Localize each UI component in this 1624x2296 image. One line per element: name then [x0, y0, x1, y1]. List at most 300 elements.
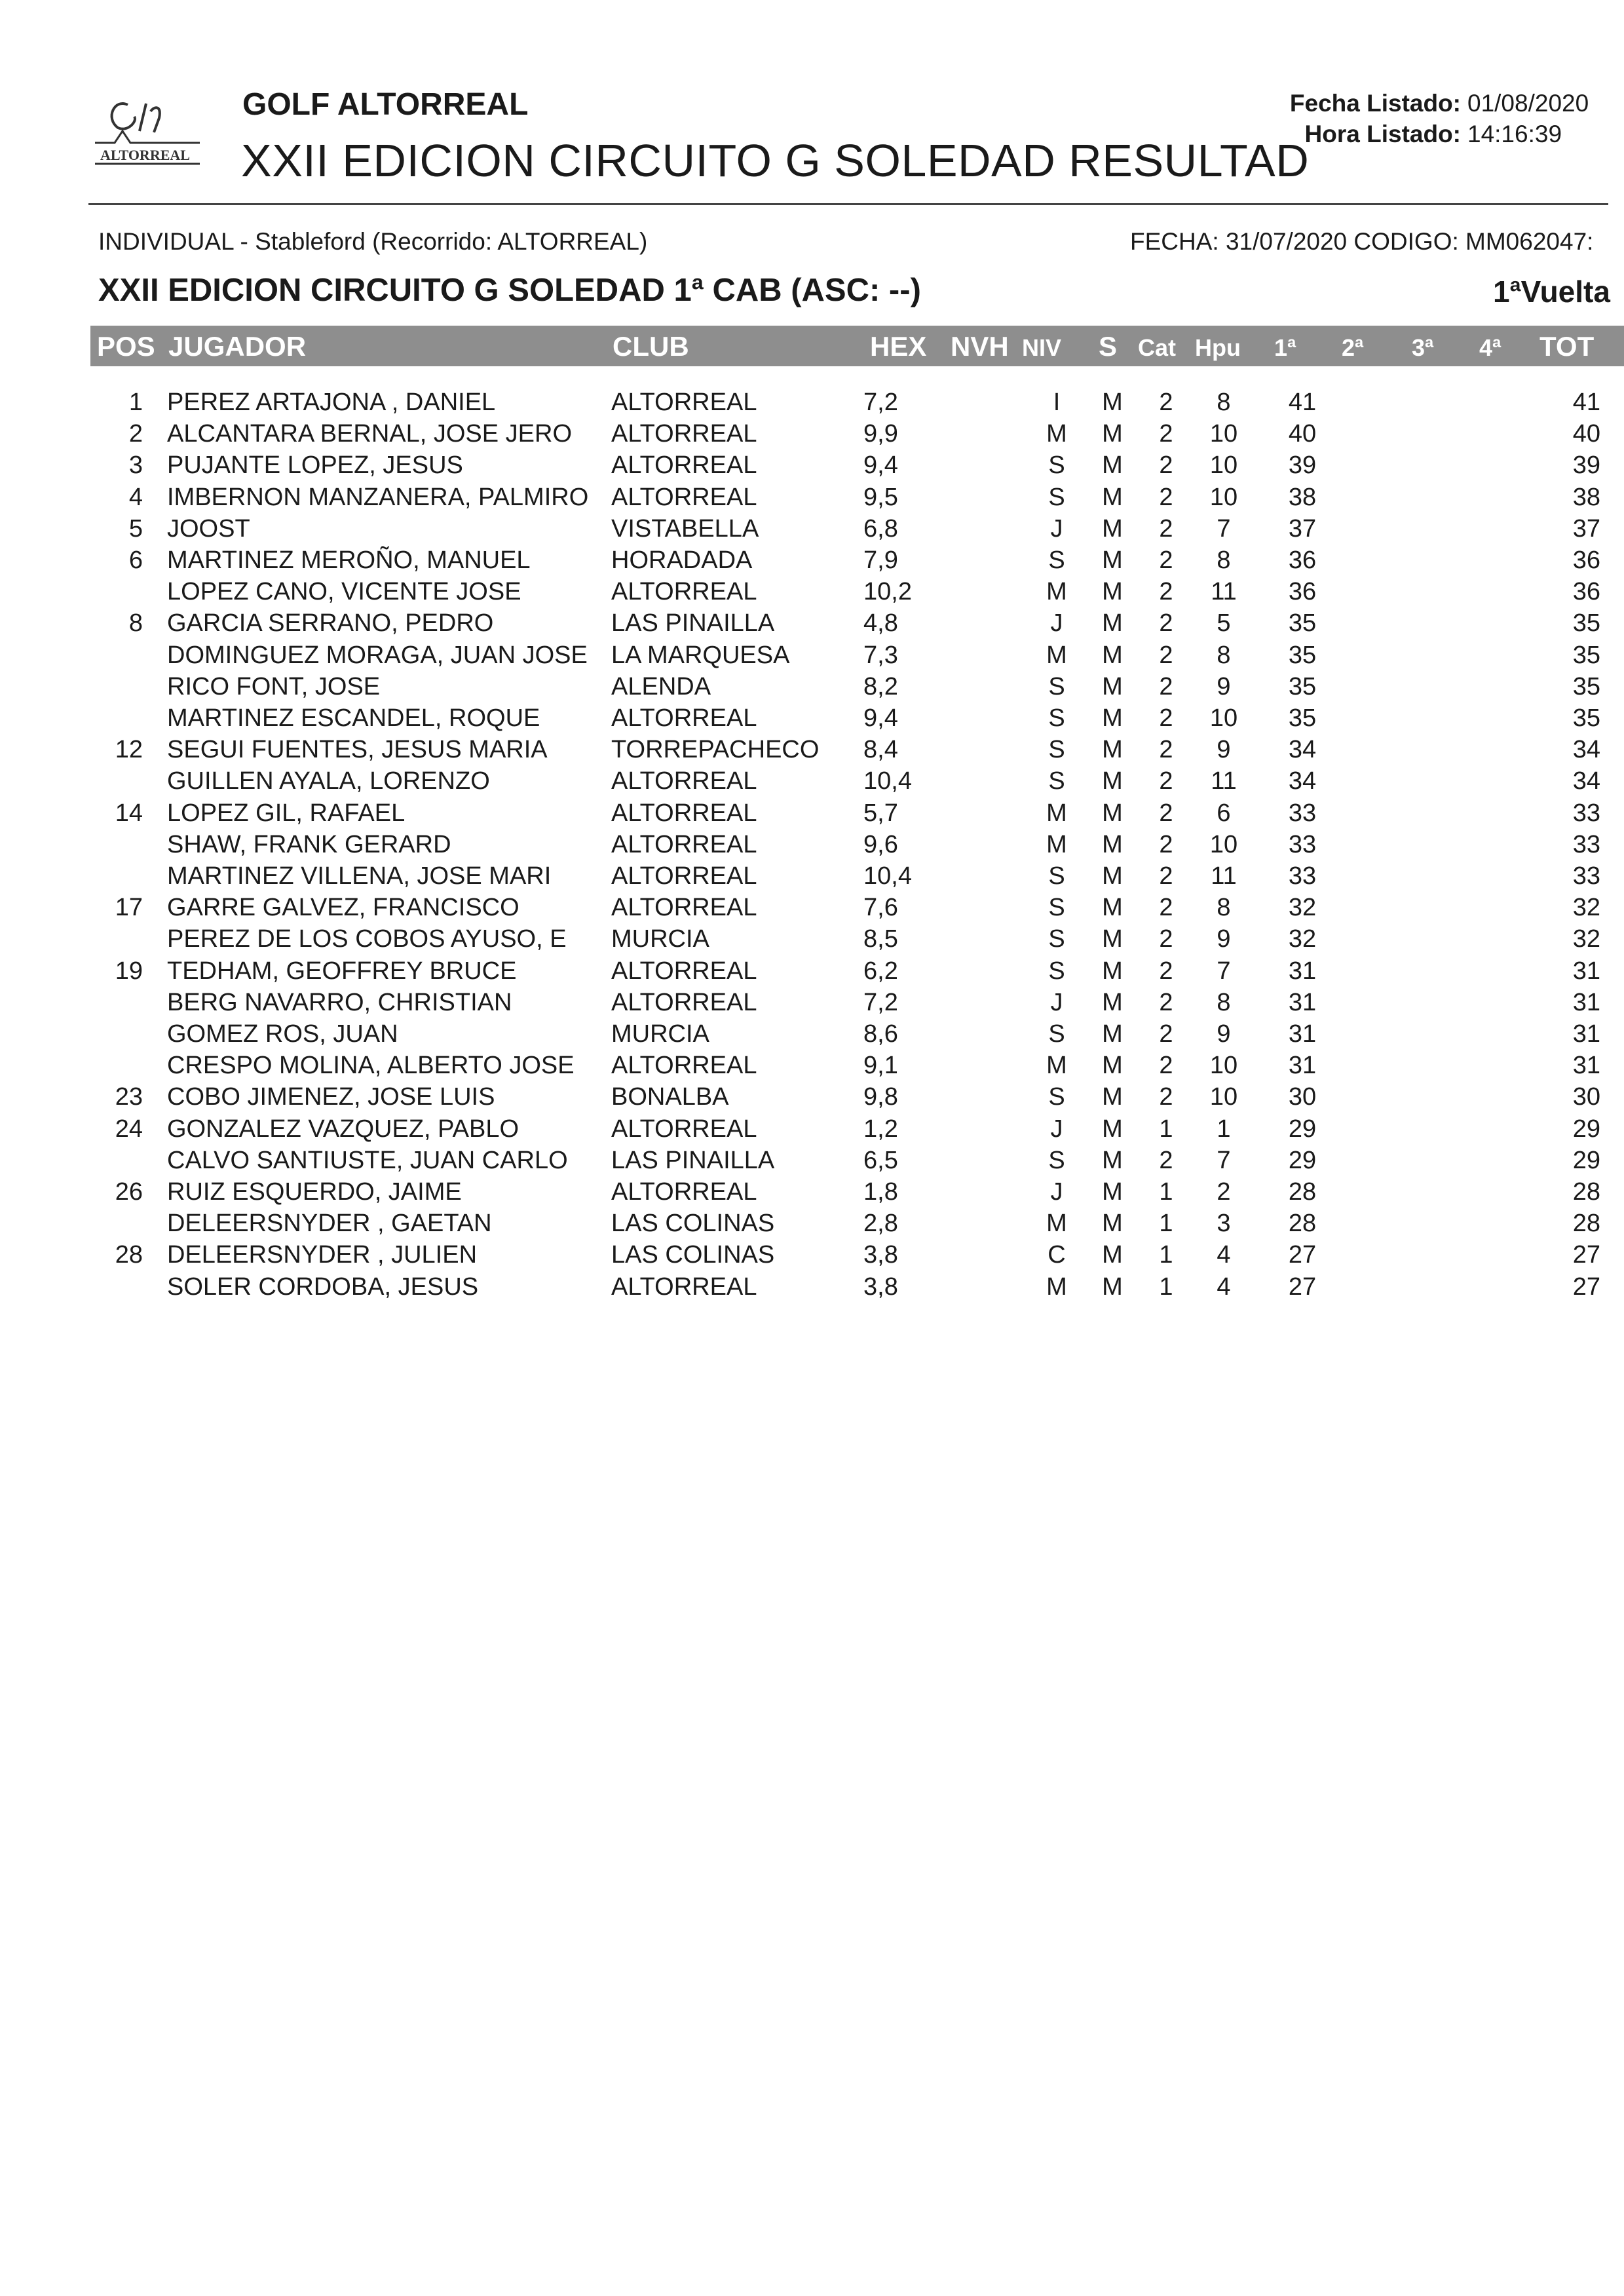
fecha-listado-label: Fecha Listado: — [1289, 90, 1461, 117]
level-cell: S — [1048, 451, 1065, 480]
sex-cell: M — [1102, 389, 1123, 416]
club-cell: ALTORREAL — [611, 894, 757, 922]
position-cell: 14 — [115, 799, 143, 827]
handicap-exact-cell: 2,8 — [863, 1210, 898, 1238]
club-cell: BONALBA — [611, 1083, 729, 1111]
table-row — [90, 1018, 1624, 1050]
total-score-cell: 28 — [1572, 1210, 1600, 1238]
round-1-score-cell: 31 — [1288, 1020, 1317, 1048]
round-1-score-cell: 29 — [1288, 1146, 1317, 1174]
category-title: XXII EDICION CIRCUITO G SOLEDAD 1ª CAB (ASC: --) — [98, 273, 921, 308]
playing-handicap-cell: 2 — [1217, 1178, 1231, 1206]
playing-handicap-cell: 10 — [1209, 420, 1238, 448]
table-row — [90, 765, 1624, 797]
club-cell: ALTORREAL — [611, 420, 757, 448]
total-score-cell: 31 — [1572, 1020, 1600, 1048]
col-round-1: 1ª — [1274, 334, 1296, 361]
playing-handicap-cell: 9 — [1217, 925, 1231, 953]
club-cell: LAS COLINAS — [611, 1210, 775, 1238]
category-cell: 2 — [1159, 389, 1173, 416]
category-cell: 2 — [1159, 925, 1173, 953]
playing-handicap-cell: 9 — [1217, 736, 1231, 764]
level-cell: J — [1050, 609, 1063, 638]
round-1-score-cell: 40 — [1288, 420, 1317, 448]
club-cell: ALTORREAL — [611, 451, 757, 480]
category-cell: 2 — [1159, 894, 1173, 922]
category-cell: 2 — [1159, 957, 1173, 985]
table-row — [90, 860, 1624, 892]
handicap-exact-cell: 7,2 — [863, 988, 898, 1016]
category-cell: 2 — [1159, 609, 1173, 638]
sex-cell: M — [1102, 957, 1123, 985]
category-cell: 2 — [1159, 672, 1173, 700]
player-name-cell: GOMEZ ROS, JUAN — [167, 1020, 398, 1048]
player-name-cell: TEDHAM, GEOFFREY BRUCE — [167, 957, 517, 985]
playing-handicap-cell: 10 — [1209, 451, 1238, 480]
position-cell: 23 — [115, 1083, 143, 1111]
total-score-cell: 32 — [1572, 894, 1600, 922]
round-1-score-cell: 32 — [1288, 925, 1317, 953]
total-score-cell: 37 — [1572, 514, 1600, 543]
table-row — [90, 1271, 1624, 1303]
club-logo — [88, 92, 206, 170]
player-name-cell: CRESPO MOLINA, ALBERTO JOSE — [167, 1052, 575, 1080]
round-1-score-cell: 31 — [1288, 988, 1317, 1016]
player-name-cell: COBO JIMENEZ, JOSE LUIS — [167, 1083, 495, 1111]
total-score-cell: 32 — [1572, 925, 1600, 953]
col-niv: NIV — [1022, 334, 1062, 361]
playing-handicap-cell: 9 — [1217, 672, 1231, 700]
playing-handicap-cell: 3 — [1217, 1210, 1231, 1238]
total-score-cell: 35 — [1572, 672, 1600, 700]
category-cell: 2 — [1159, 767, 1173, 795]
player-name-cell: RUIZ ESQUERDO, JAIME — [167, 1178, 462, 1206]
playing-handicap-cell: 5 — [1217, 609, 1231, 638]
level-cell: J — [1050, 514, 1063, 543]
club-cell: ALTORREAL — [611, 767, 757, 795]
round-1-score-cell: 35 — [1288, 609, 1317, 638]
level-cell: S — [1048, 672, 1065, 700]
club-cell: MURCIA — [611, 1020, 709, 1048]
category-cell: 1 — [1159, 1241, 1173, 1269]
position-cell: 6 — [128, 546, 143, 574]
handicap-exact-cell: 3,8 — [863, 1272, 898, 1301]
sex-cell: M — [1102, 451, 1123, 480]
playing-handicap-cell: 8 — [1217, 894, 1231, 922]
playing-handicap-cell: 7 — [1217, 957, 1231, 985]
total-score-cell: 36 — [1572, 546, 1600, 574]
sex-cell: M — [1102, 578, 1123, 606]
sex-cell: M — [1102, 546, 1123, 574]
category-cell: 2 — [1159, 988, 1173, 1016]
category-cell: 2 — [1159, 420, 1173, 448]
round-1-score-cell: 33 — [1288, 799, 1317, 827]
category-cell: 2 — [1159, 830, 1173, 858]
level-cell: M — [1046, 1052, 1067, 1080]
handicap-exact-cell: 8,6 — [863, 1020, 898, 1048]
playing-handicap-cell: 11 — [1211, 578, 1237, 606]
table-row — [90, 1050, 1624, 1081]
player-name-cell: GUILLEN AYALA, LORENZO — [167, 767, 490, 795]
total-score-cell: 29 — [1572, 1115, 1600, 1143]
playing-handicap-cell: 8 — [1217, 988, 1231, 1016]
club-cell: ALTORREAL — [611, 988, 757, 1016]
club-cell: ALTORREAL — [611, 578, 757, 606]
handicap-exact-cell: 7,2 — [863, 389, 898, 416]
round-1-score-cell: 29 — [1288, 1115, 1317, 1143]
table-row — [90, 797, 1624, 829]
total-score-cell: 34 — [1572, 736, 1600, 764]
table-row — [90, 1176, 1624, 1208]
playing-handicap-cell: 7 — [1217, 1146, 1231, 1174]
category-cell: 2 — [1159, 736, 1173, 764]
category-cell: 2 — [1159, 578, 1173, 606]
category-cell: 2 — [1159, 862, 1173, 890]
total-score-cell: 35 — [1572, 641, 1600, 669]
player-name-cell: SHAW, FRANK GERARD — [167, 830, 451, 858]
handicap-exact-cell: 1,2 — [863, 1115, 898, 1143]
table-row — [90, 1113, 1624, 1145]
player-name-cell: PEREZ DE LOS COBOS AYUSO, E — [167, 925, 567, 953]
total-score-cell: 41 — [1572, 389, 1600, 416]
sex-cell: M — [1102, 767, 1123, 795]
logo-banner-text: ALTORREAL — [100, 147, 190, 163]
player-name-cell: IMBERNON MANZANERA, PALMIRO — [167, 483, 589, 511]
total-score-cell: 36 — [1572, 578, 1600, 606]
handicap-exact-cell: 6,2 — [863, 957, 898, 985]
club-cell: ALTORREAL — [611, 483, 757, 511]
table-row — [90, 640, 1624, 671]
sex-cell: M — [1102, 988, 1123, 1016]
round-1-score-cell: 33 — [1288, 830, 1317, 858]
handicap-exact-cell: 7,6 — [863, 894, 898, 922]
position-cell: 1 — [128, 389, 143, 416]
handicap-exact-cell: 7,9 — [863, 546, 898, 574]
round-1-score-cell: 35 — [1288, 641, 1317, 669]
sex-cell: M — [1102, 483, 1123, 511]
sex-cell: M — [1102, 420, 1123, 448]
round-1-score-cell: 28 — [1288, 1210, 1317, 1238]
table-row — [90, 955, 1624, 987]
level-cell: S — [1048, 483, 1065, 511]
player-name-cell: GARCIA SERRANO, PEDRO — [167, 609, 494, 638]
round-1-score-cell: 33 — [1288, 862, 1317, 890]
level-cell: S — [1048, 957, 1065, 985]
round-1-score-cell: 39 — [1288, 451, 1317, 480]
round-1-score-cell: 36 — [1288, 578, 1317, 606]
round-1-score-cell: 27 — [1288, 1272, 1317, 1301]
level-cell: I — [1053, 389, 1061, 416]
playing-handicap-cell: 11 — [1211, 862, 1237, 890]
table-row — [90, 829, 1624, 860]
total-score-cell: 34 — [1572, 767, 1600, 795]
level-cell: S — [1048, 862, 1065, 890]
position-cell: 19 — [115, 957, 143, 985]
table-row — [90, 1145, 1624, 1176]
category-cell: 2 — [1159, 1083, 1173, 1111]
club-cell: ALTORREAL — [611, 1115, 757, 1143]
round-1-score-cell: 35 — [1288, 672, 1317, 700]
table-row — [90, 545, 1624, 576]
player-name-cell: SOLER CORDOBA, JESUS — [167, 1272, 479, 1301]
hora-listado-value: 14:16:39 — [1467, 121, 1562, 147]
handicap-exact-cell: 6,8 — [863, 514, 898, 543]
playing-handicap-cell: 11 — [1211, 767, 1237, 795]
table-row — [90, 1081, 1624, 1113]
total-score-cell: 27 — [1572, 1241, 1600, 1269]
player-name-cell: MARTINEZ MEROÑO, MANUEL — [167, 546, 531, 574]
col-round-2: 2ª — [1342, 334, 1364, 361]
sex-cell: M — [1102, 1272, 1123, 1301]
handicap-exact-cell: 9,9 — [863, 420, 898, 448]
sex-cell: M — [1102, 862, 1123, 890]
total-score-cell: 33 — [1572, 862, 1600, 890]
player-name-cell: MARTINEZ VILLENA, JOSE MARI — [167, 862, 552, 890]
category-cell: 2 — [1159, 704, 1173, 732]
player-name-cell: DELEERSNYDER , GAETAN — [167, 1210, 492, 1238]
table-row — [90, 923, 1624, 955]
sex-cell: M — [1102, 1020, 1123, 1048]
col-total: TOT — [1539, 331, 1595, 362]
position-cell: 5 — [128, 514, 143, 543]
playing-handicap-cell: 8 — [1217, 641, 1231, 669]
total-score-cell: 27 — [1572, 1272, 1600, 1301]
position-cell: 26 — [115, 1178, 143, 1206]
table-row — [90, 702, 1624, 734]
handicap-exact-cell: 5,7 — [863, 799, 898, 827]
sex-cell: M — [1102, 641, 1123, 669]
total-score-cell: 39 — [1572, 451, 1600, 480]
round-1-score-cell: 34 — [1288, 736, 1317, 764]
category-cell: 2 — [1159, 483, 1173, 511]
handicap-exact-cell: 4,8 — [863, 609, 898, 638]
playing-handicap-cell: 6 — [1217, 799, 1231, 827]
table-row — [90, 576, 1624, 607]
table-row — [90, 482, 1624, 513]
col-round-3: 3ª — [1412, 334, 1434, 361]
sex-cell: M — [1102, 799, 1123, 827]
club-cell: VISTABELLA — [611, 514, 759, 543]
table-header — [90, 326, 1624, 366]
club-cell: ALENDA — [611, 672, 711, 700]
level-cell: M — [1046, 641, 1067, 669]
playing-handicap-cell: 7 — [1217, 514, 1231, 543]
sex-cell: M — [1102, 704, 1123, 732]
category-cell: 2 — [1159, 1146, 1173, 1174]
round-1-score-cell: 35 — [1288, 704, 1317, 732]
table-row — [90, 671, 1624, 702]
player-name-cell: GONZALEZ VAZQUEZ, PABLO — [167, 1115, 519, 1143]
handicap-exact-cell: 9,5 — [863, 483, 898, 511]
sex-cell: M — [1102, 1178, 1123, 1206]
club-cell: ALTORREAL — [611, 389, 757, 416]
handicap-exact-cell: 1,8 — [863, 1178, 898, 1206]
col-club: CLUB — [613, 331, 689, 362]
handicap-exact-cell: 8,2 — [863, 672, 898, 700]
category-cell: 2 — [1159, 451, 1173, 480]
category-cell: 2 — [1159, 546, 1173, 574]
level-cell: S — [1048, 704, 1065, 732]
total-score-cell: 31 — [1572, 957, 1600, 985]
playing-handicap-cell: 4 — [1217, 1241, 1231, 1269]
total-score-cell: 29 — [1572, 1146, 1600, 1174]
club-cell: TORREPACHECO — [611, 736, 820, 764]
club-cell: ALTORREAL — [611, 830, 757, 858]
player-name-cell: GARRE GALVEZ, FRANCISCO — [167, 894, 519, 922]
col-nvh: NVH — [951, 331, 1009, 362]
player-name-cell: DELEERSNYDER , JULIEN — [167, 1241, 478, 1269]
player-name-cell: PEREZ ARTAJONA , DANIEL — [167, 389, 496, 416]
level-cell: M — [1046, 1210, 1067, 1238]
total-score-cell: 30 — [1572, 1083, 1600, 1111]
total-score-cell: 33 — [1572, 799, 1600, 827]
handicap-exact-cell: 3,8 — [863, 1241, 898, 1269]
handicap-exact-cell: 9,1 — [863, 1052, 898, 1080]
competition-mode: INDIVIDUAL - Stableford (Recorrido: ALTORREAL) — [98, 228, 648, 255]
level-cell: M — [1046, 420, 1067, 448]
playing-handicap-cell: 4 — [1217, 1272, 1231, 1301]
club-cell: MURCIA — [611, 925, 709, 953]
total-score-cell: 33 — [1572, 830, 1600, 858]
sex-cell: M — [1102, 672, 1123, 700]
category-cell: 1 — [1159, 1115, 1173, 1143]
table-row — [90, 892, 1624, 923]
level-cell: J — [1050, 1115, 1063, 1143]
round-1-score-cell: 41 — [1288, 389, 1317, 416]
player-name-cell: LOPEZ CANO, VICENTE JOSE — [167, 578, 521, 606]
round-1-score-cell: 27 — [1288, 1241, 1317, 1269]
handicap-exact-cell: 9,8 — [863, 1083, 898, 1111]
club-name: GOLF ALTORREAL — [242, 87, 529, 122]
handicap-exact-cell: 9,4 — [863, 451, 898, 480]
table-row — [90, 1208, 1624, 1239]
level-cell: J — [1050, 988, 1063, 1016]
sex-cell: M — [1102, 1241, 1123, 1269]
club-cell: LAS PINAILLA — [611, 1146, 775, 1174]
playing-handicap-cell: 10 — [1209, 830, 1238, 858]
club-cell: ALTORREAL — [611, 1272, 757, 1301]
position-cell: 8 — [128, 609, 143, 638]
playing-handicap-cell: 10 — [1209, 483, 1238, 511]
level-cell: M — [1046, 578, 1067, 606]
sex-cell: M — [1102, 925, 1123, 953]
category-cell: 1 — [1159, 1178, 1173, 1206]
club-cell: LAS COLINAS — [611, 1241, 775, 1269]
event-title: XXII EDICION CIRCUITO G SOLEDAD RESULTAD — [241, 135, 1310, 186]
level-cell: S — [1048, 1146, 1065, 1174]
player-name-cell: SEGUI FUENTES, JESUS MARIA — [167, 736, 548, 764]
round-1-score-cell: 37 — [1288, 514, 1317, 543]
sex-cell: M — [1102, 609, 1123, 638]
club-cell: HORADADA — [611, 546, 753, 574]
player-name-cell: CALVO SANTIUSTE, JUAN CARLO — [167, 1146, 568, 1174]
level-cell: S — [1048, 546, 1065, 574]
round-1-score-cell: 34 — [1288, 767, 1317, 795]
level-cell: C — [1048, 1241, 1066, 1269]
handicap-exact-cell: 10,4 — [863, 862, 912, 890]
player-name-cell: MARTINEZ ESCANDEL, ROQUE — [167, 704, 540, 732]
table-row — [90, 387, 1624, 418]
club-cell: ALTORREAL — [611, 1178, 757, 1206]
category-cell: 1 — [1159, 1272, 1173, 1301]
sex-cell: M — [1102, 514, 1123, 543]
level-cell: S — [1048, 1020, 1065, 1048]
sex-cell: M — [1102, 1052, 1123, 1080]
col-cat: Cat — [1138, 334, 1177, 361]
category-cell: 2 — [1159, 1020, 1173, 1048]
sex-cell: M — [1102, 830, 1123, 858]
club-cell: LA MARQUESA — [611, 641, 790, 669]
playing-handicap-cell: 8 — [1217, 389, 1231, 416]
position-cell: 3 — [128, 451, 143, 480]
col-hex: HEX — [870, 331, 927, 362]
handicap-exact-cell: 8,4 — [863, 736, 898, 764]
total-score-cell: 35 — [1572, 609, 1600, 638]
total-score-cell: 31 — [1572, 988, 1600, 1016]
player-name-cell: BERG NAVARRO, CHRISTIAN — [167, 988, 512, 1016]
round-1-score-cell: 30 — [1288, 1083, 1317, 1111]
club-cell: ALTORREAL — [611, 704, 757, 732]
player-name-cell: JOOST — [167, 514, 250, 543]
sex-cell: M — [1102, 1210, 1123, 1238]
position-cell: 4 — [128, 483, 143, 511]
position-cell: 12 — [115, 736, 143, 764]
col-round-4: 4ª — [1479, 334, 1501, 361]
handicap-exact-cell: 7,3 — [863, 641, 898, 669]
table-row — [90, 987, 1624, 1018]
table-row — [90, 607, 1624, 639]
club-cell: ALTORREAL — [611, 957, 757, 985]
category-cell: 2 — [1159, 799, 1173, 827]
level-cell: S — [1048, 925, 1065, 953]
category-cell: 2 — [1159, 514, 1173, 543]
sex-cell: M — [1102, 894, 1123, 922]
col-hpu: Hpu — [1195, 334, 1241, 361]
handicap-exact-cell: 10,4 — [863, 767, 912, 795]
round-1-score-cell: 28 — [1288, 1178, 1317, 1206]
level-cell: M — [1046, 799, 1067, 827]
playing-handicap-cell: 9 — [1217, 1020, 1231, 1048]
sex-cell: M — [1102, 736, 1123, 764]
golf-logo-icon — [88, 92, 206, 170]
player-name-cell: PUJANTE LOPEZ, JESUS — [167, 451, 463, 480]
level-cell: S — [1048, 736, 1065, 764]
round-label: 1ªVuelta — [1493, 275, 1610, 309]
round-1-score-cell: 31 — [1288, 1052, 1317, 1080]
col-s: S — [1099, 331, 1118, 362]
playing-handicap-cell: 1 — [1217, 1115, 1231, 1143]
col-jugador: JUGADOR — [168, 331, 307, 362]
category-cell: 2 — [1159, 641, 1173, 669]
position-cell: 17 — [115, 894, 143, 922]
round-1-score-cell: 32 — [1288, 894, 1317, 922]
playing-handicap-cell: 10 — [1209, 1083, 1238, 1111]
total-score-cell: 28 — [1572, 1178, 1600, 1206]
handicap-exact-cell: 9,6 — [863, 830, 898, 858]
table-row — [90, 450, 1624, 481]
position-cell: 24 — [115, 1115, 143, 1143]
level-cell: M — [1046, 1272, 1067, 1301]
total-score-cell: 35 — [1572, 704, 1600, 732]
player-name-cell: ALCANTARA BERNAL, JOSE JERO — [167, 420, 573, 448]
sex-cell: M — [1102, 1115, 1123, 1143]
level-cell: J — [1050, 1178, 1063, 1206]
player-name-cell: LOPEZ GIL, RAFAEL — [167, 799, 406, 827]
total-score-cell: 31 — [1572, 1052, 1600, 1080]
level-cell: S — [1048, 1083, 1065, 1111]
player-name-cell: RICO FONT, JOSE — [167, 672, 381, 700]
playing-handicap-cell: 10 — [1209, 1052, 1238, 1080]
